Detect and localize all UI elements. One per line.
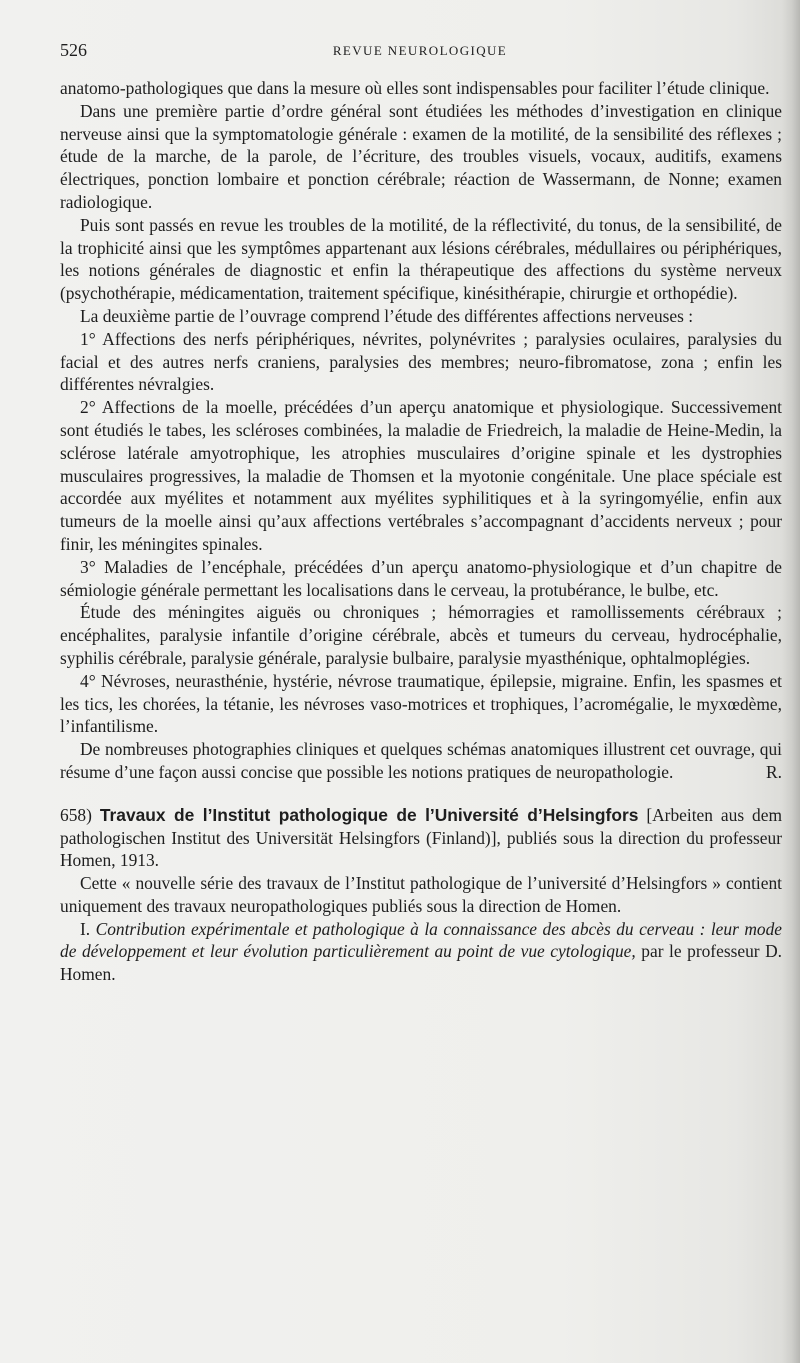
item-number: I. (80, 918, 96, 939)
paragraph-1: anatomo-pathologiques que dans la mesure où elles sont indispensables pour faciliter l’étude clinique. (60, 78, 770, 98)
paragraph-3: Puis sont passés en revue les troubles de la motilité, de la réflectivité, du tonus, de la sensibilité, de la trophicité ainsi que les symptômes appartenant aux lésions cérébrales, médullaires ou périphériques, les notions générales de diagnostic et enfin la thérapeutique des affections du système nerveux (psychothérapie, médicamentation, traitement spécifique, kinésithérapie, chirurgie et orthopédie). (60, 214, 782, 304)
section-gap (60, 784, 782, 804)
paragraph-2: Dans une première partie d’ordre général sont étudiées les méthodes d’investigation en clinique nerveuse ainsi que la symptomatologie générale : examen de la motilité, de la sensibilité des réflexes ; étude de la marche, de la parole, de l’écriture, des troubles visuels, vocaux, auditifs, examens électriques, ponction lombaire et ponction cérébrale; réaction de Wassermann, de Nonne; examen radiologique. (60, 100, 782, 212)
paragraph-4: La deuxième partie de l’ouvrage comprend l’étude des différentes affections nerveuses : (80, 305, 694, 326)
running-title: REVUE NEUROLOGIQUE (332, 43, 508, 58)
page-body (60, 77, 782, 986)
page-number: 526 (60, 40, 87, 60)
paragraph-10 (60, 738, 782, 784)
paragraph-8: Étude des méningites aiguës ou chroniques ; hémorragies et ramollissements cérébraux ; encéphalites, paralysie infantile d’origine cérébrale, abcès et tumeurs du cerveau, hydrocéphalie, syphilis cérébrale, paralysie générale, paralysie bulbaire, paralysie myasthénique, ophtalmoplégies. (60, 602, 782, 668)
section-citation: [Arbeiten aus dem pathologischen Institut des Universität Helsingfors (Finland)], publiés sous la direction du professeur Homen, 1913. (60, 804, 782, 871)
paragraph-7: 3° Maladies de l’encéphale, précédées d’un aperçu anatomo-physiologique et d’un chapitre de sémiologie générale permettant les localisations dans le cerveau, la protubérance, le bulbe, etc. (60, 556, 782, 600)
paragraph-6: 2° Affections de la moelle, précédées d’un aperçu anatomique et physiologique. Successivement sont étudiés le tabes, les scléroses combinées, la maladie de Friedreich, la maladie de Heine-Medin, la sclérose latérale amyotrophique, les atrophies musculaires d’origine spinale et les dystrophies musculaires progressives, la maladie de Thomsen et la myotonie congénitale. Une place spéciale est accordée aux myélites et notamment aux myélites syphilitiques et à la syringomyélie, enfin aux tumeurs de la moelle ainsi qu’aux affections vertébrales s’accompagnant d’accidents nerveux ; pour finir, les méningites spinales. (60, 397, 782, 554)
section-658-heading (60, 804, 782, 872)
reviewer-signature: R. (766, 761, 782, 782)
paragraph-9: 4° Névroses, neurasthénie, hystérie, névrose traumatique, épilepsie, migraine. Enfin, les spasmes et les tics, les chorées, la tétanie, les névroses vaso-motrices et trophiques, l’acromégalie, le myxœdème, l’infantilisme. (60, 670, 782, 737)
page-header (60, 40, 780, 64)
page-edge-shadow (782, 0, 800, 1363)
section-number: 658) (60, 804, 92, 825)
section-658-paragraph: Cette « nouvelle série des travaux de l’Institut pathologique de l’université d’Helsingfors » contient uniquement des travaux neuropathologiques publiés sous la direction de Homen. (60, 873, 782, 916)
item-title: Contribution expérimentale et pathologique à la connaissance des abcès du cerveau : leur mode de développement et leur évolution particulièrement au point de vue cytologique, (60, 918, 782, 962)
paragraph-5: 1° Affections des nerfs périphériques, névrites, polynévrites ; paralysies oculaires, paralysies du facial et des autres nerfs craniens, paralysies des membres; neuro-fibromatose, zona ; enfin les différentes névralgies. (60, 328, 782, 395)
section-658-item-1 (60, 918, 782, 986)
paragraph-10-text: De nombreuses photographies cliniques et quelques schémas anatomiques illustrent cet ouvrage, qui résume d’une façon aussi concise que possible les notions pratiques de neuropathologie. (60, 739, 782, 782)
section-title: Travaux de l’Institut pathologique de l’Université d’Helsingfors (99, 804, 639, 825)
item-author: par le professeur D. Homen. (60, 941, 782, 985)
